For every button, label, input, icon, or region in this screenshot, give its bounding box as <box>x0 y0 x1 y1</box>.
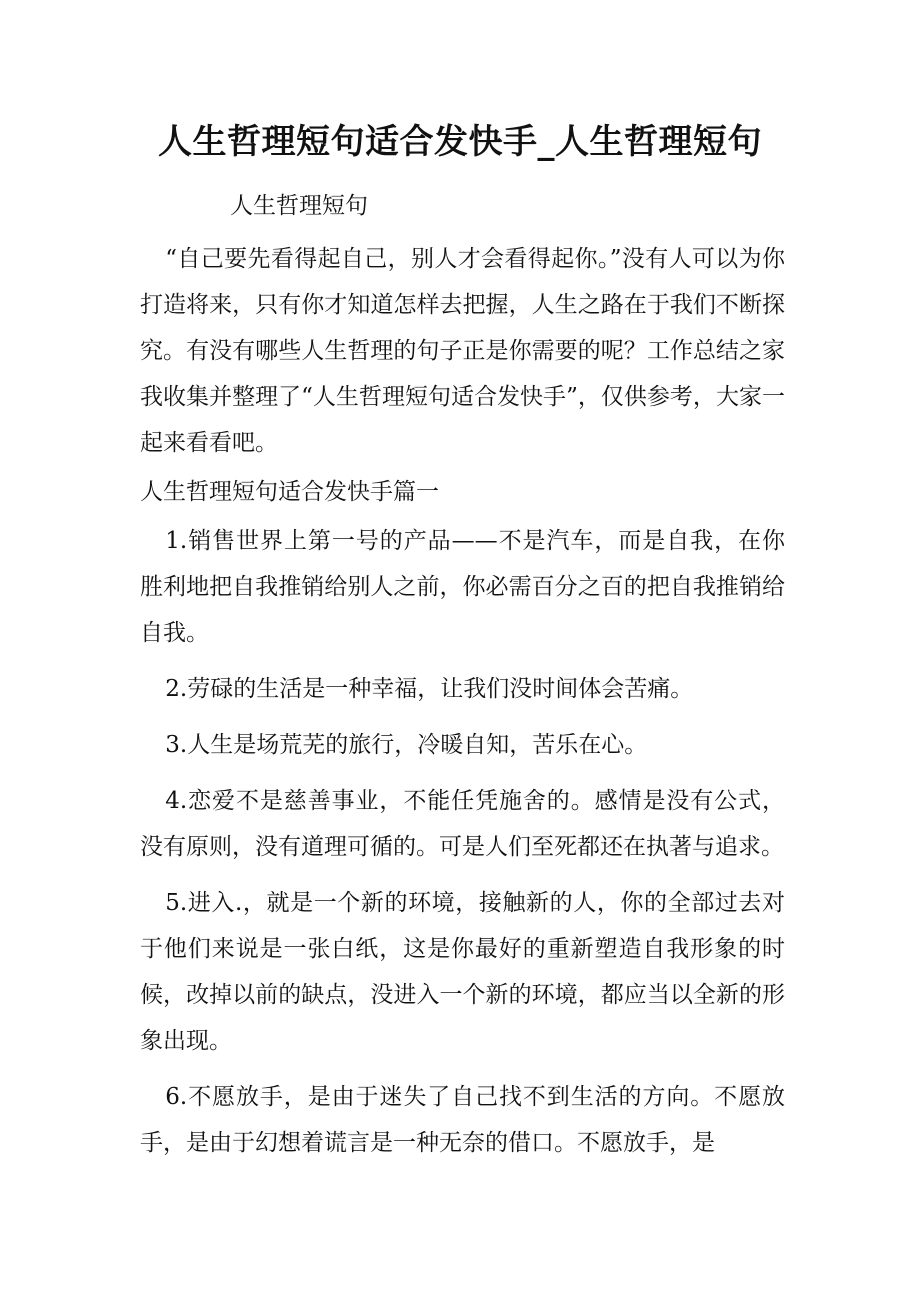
quote-item-6: 6.不愿放手，是由于迷失了自己找不到生活的方向。不愿放手，是由于幻想着谎言是一种无奈的借口。不愿放手，是 <box>140 1084 785 1156</box>
quote-item-3: 3.人生是场荒芜的旅行，冷暖自知，苦乐在心。 <box>165 732 648 758</box>
document-title: 人生哲理短句适合发快手_人生哲理短句 <box>158 122 762 162</box>
quote-item-4: 4.恋爱不是慈善事业，不能任凭施舍的。感情是没有公式，没有原则，没有道理可循的。可是人们至死都还在执著与追求。 <box>140 788 785 860</box>
quote-item-1: 1.销售世界上第一号的产品——不是汽车，而是自我，在你胜利地把自我推销给别人之前，你必需百分之百的把自我推销给自我。 <box>140 528 785 646</box>
quote-item-5: 5.进入.，就是一个新的环境，接触新的人，你的全部过去对于他们来说是一张白纸，这是你最好的重新塑造自我形象的时候，改掉以前的缺点，没进入一个新的环境，都应当以全新的形象出现。 <box>140 890 785 1054</box>
intro-paragraph: “自己要先看得起自己，别人才会看得起你。”没有人可以为你打造将来，只有你才知道怎样去把握，人生之路在于我们不断探究。有没有哪些人生哲理的句子正是你需要的呢？工作总结之家我收集并整理了“人生哲理短句适合发快手”，仅供参考，大家一起来看看吧。 <box>140 246 785 456</box>
document-body <box>140 236 785 1176</box>
document-subtitle: 人生哲理短句 <box>230 193 368 219</box>
quote-item-2: 2.劳碌的生活是一种幸福，让我们没时间体会苦痛。 <box>165 676 694 702</box>
section-heading: 人生哲理短句适合发快手篇一 <box>140 479 439 505</box>
